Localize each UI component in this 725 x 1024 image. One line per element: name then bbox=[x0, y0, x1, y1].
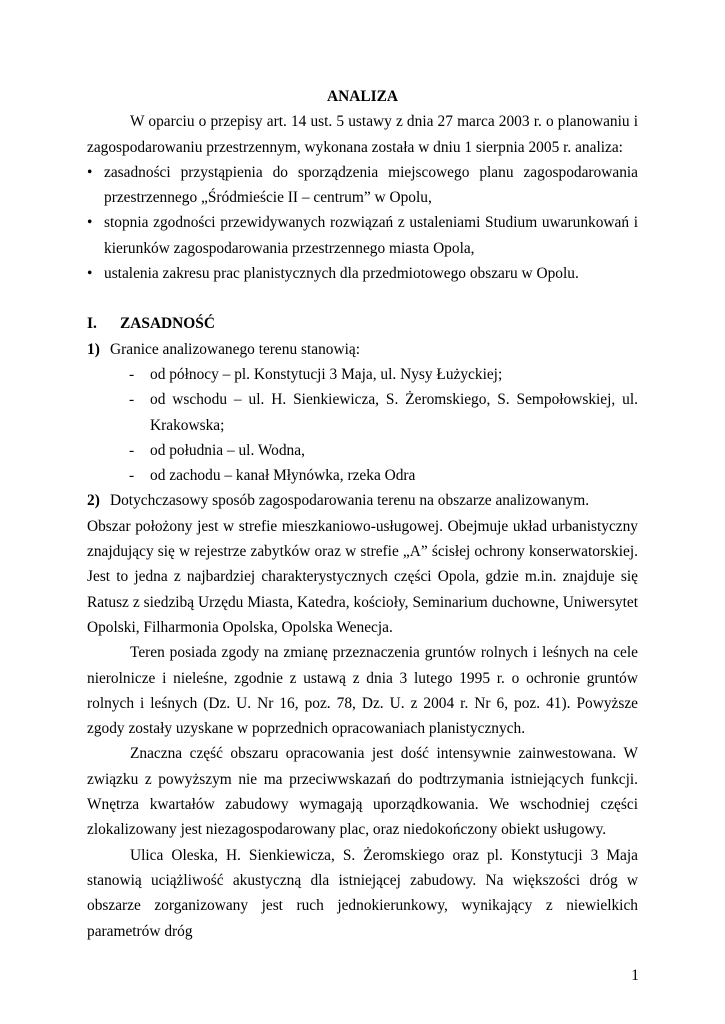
dash-text: od południa – ul. Wodna, bbox=[150, 441, 305, 459]
numbered-item-2 bbox=[87, 488, 638, 513]
section-title: ZASADNOŚĆ bbox=[120, 315, 215, 333]
document-title: ANALIZA bbox=[327, 88, 398, 105]
bullet-text: stopnia zgodności przewidywanych rozwiązań z ustaleniami Studium uwarunkowań i kierunków zagospodarowania przestrzennego miasta Opola, bbox=[104, 214, 638, 257]
list-item bbox=[87, 160, 638, 211]
item-text: Granice analizowanego terenu stanowią: bbox=[110, 340, 360, 358]
dash-text: od wschodu – ul. H. Sienkiewicza, S. Żeromskiego, S. Sempołowskiej, ul. Krakowska; bbox=[150, 391, 638, 434]
dash-text: od północy – pl. Konstytucji 3 Maja, ul. Nysy Łużyckiej; bbox=[150, 365, 503, 383]
section-heading bbox=[87, 311, 638, 336]
bullet-text: ustalenia zakresu prac planistycznych dla przedmiotowego obszaru w Opolu. bbox=[104, 265, 579, 283]
list-item bbox=[87, 261, 638, 286]
analysis-bullet-list bbox=[87, 160, 638, 286]
body-paragraph: Znaczna część obszaru opracowania jest dość intensywnie zainwestowana. W związku z powyższym nie ma przeciwwskazań do podtrzymania istniejących funkcji. Wnętrza kwartałów zabudowy wymagają uporządkowania. We wschodniej części zlokalizowany jest niezagospodarowany plac, oraz niedokończony obiekt usługowy. bbox=[87, 745, 638, 839]
list-item bbox=[129, 438, 638, 463]
document-body bbox=[87, 84, 638, 944]
body-paragraph: Obszar położony jest w strefie mieszkaniowo-usługowej. Obejmuje układ urbanistyczny znajdujący się w rejestrze zabytków oraz w strefie „A” ścisłej ochrony konserwatorskiej. Jest to jedna z najbardziej charakterystycznych części Opola, gdzie m.in. znajduje się Ratusz z siedzibą Urzędu Miasta, Katedra, kościoły, Seminarium duchowne, Uniwersytet Opolski, Filharmonia Opolska, Opolska Wenecja. bbox=[87, 517, 638, 636]
dash-icon: - bbox=[129, 467, 135, 485]
item-number: 2) bbox=[87, 492, 100, 510]
bullet-icon: • bbox=[87, 265, 93, 283]
list-item bbox=[87, 210, 638, 261]
dash-icon: - bbox=[129, 391, 135, 409]
item-number: 1) bbox=[87, 340, 100, 358]
bullet-text: zasadności przystąpienia do sporządzenia miejscowego planu zagospodarowania przestrzennego „Śródmieście II – centrum” w Opolu, bbox=[104, 163, 638, 207]
list-item bbox=[129, 362, 638, 387]
section-number: I. bbox=[87, 315, 97, 333]
dash-icon: - bbox=[129, 441, 135, 459]
list-item bbox=[129, 463, 638, 488]
bullet-icon: • bbox=[87, 214, 93, 232]
body-paragraph: Ulica Oleska, H. Sienkiewicza, S. Żeromskiego oraz pl. Konstytucji 3 Maja stanowią uciążliwość akustyczną dla istniejącej zabudowy. Na większości dróg w obszarze zorganizowany jest ruch jednokierunkowy, wynikający z niewielkich parametrów dróg bbox=[87, 846, 638, 940]
boundary-list bbox=[87, 362, 638, 488]
body-paragraph: Teren posiada zgody na zmianę przeznaczenia gruntów rolnych i leśnych na cele nierolnicze i nieleśne, zgodnie z ustawą z dnia 3 lutego 1995 r. o ochronie gruntów rolnych i leśnych (Dz. U. Nr 16, poz. 78, Dz. U. z 2004 r. Nr 6, poz. 41). Powyższe zgody zostały uzyskane w poprzednich opracowaniach planistycznych. bbox=[87, 644, 638, 738]
numbered-item-1 bbox=[87, 337, 638, 362]
dash-icon: - bbox=[129, 365, 135, 383]
page-number: 1 bbox=[631, 967, 639, 984]
dash-text: od zachodu – kanał Młynówka, rzeka Odra bbox=[150, 467, 416, 485]
list-item bbox=[129, 387, 638, 438]
bullet-icon: • bbox=[87, 163, 93, 181]
intro-paragraph: W oparciu o przepisy art. 14 ust. 5 ustawy z dnia 27 marca 2003 r. o planowaniu i zagospodarowaniu przestrzennym, wykonana została w dniu 1 sierpnia 2005 r. analiza: bbox=[87, 113, 638, 156]
item-text: Dotychczasowy sposób zagospodarowania terenu na obszarze analizowanym. bbox=[110, 492, 590, 510]
